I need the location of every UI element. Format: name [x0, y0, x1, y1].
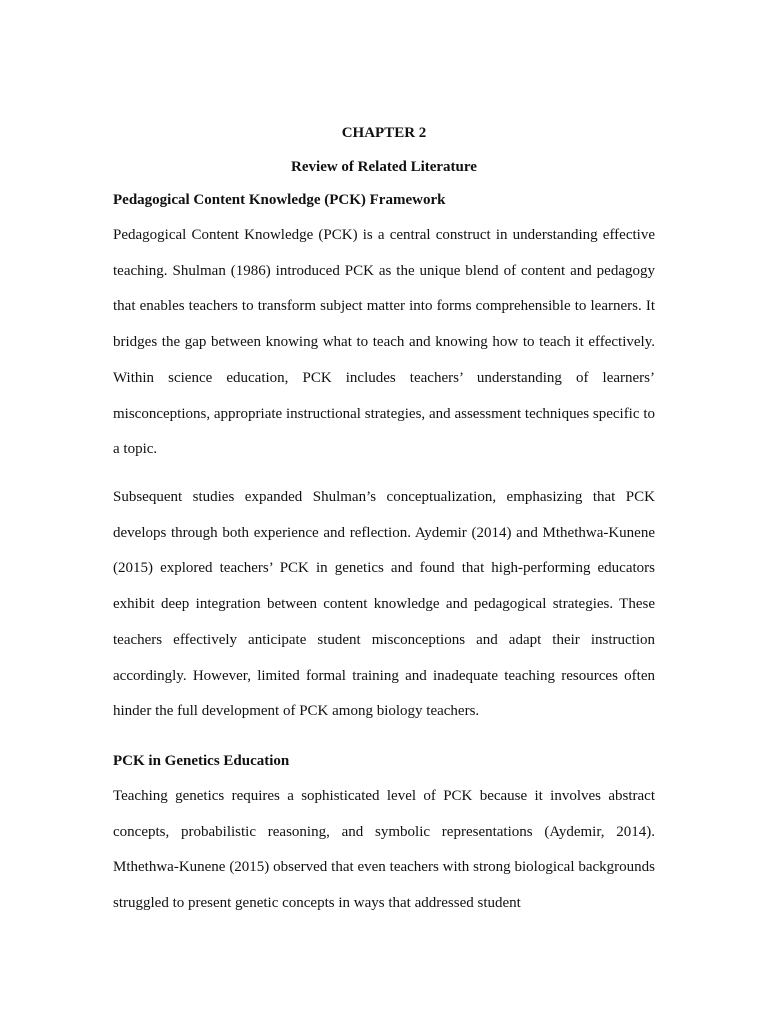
document-page	[113, 0, 655, 1024]
chapter-title: CHAPTER 2	[341, 125, 427, 141]
section-heading-pck-genetics: PCK in Genetics Education	[113, 753, 290, 769]
paragraph: Pedagogical Content Knowledge (PCK) is a central construct in understanding effective teaching. Shulman (1986) introduced PCK as the unique blend of content and pedagogy that enables teachers to transform subject matter into forms comprehensible to learners. It bridges the gap between knowing what to teach and knowing how to teach it effectively. Within science education, PCK includes teachers’ understanding of learners’ misconceptions, appropriate instructional strategies, and assessment techniques specific to a topic.	[113, 227, 655, 458]
paragraph: Subsequent studies expanded Shulman’s conceptualization, emphasizing that PCK develops through both experience and reflection. Aydemir (2014) and Mthethwa-Kunene (2015) explored teachers’ PCK in genetics and found that high-performing educators exhibit deep integration between content knowledge and pedagogical strategies. These teachers effectively anticipate student misconceptions and adapt their instruction accordingly. However, limited formal training and inadequate teaching resources often hinder the full development of PCK among biology teachers.	[113, 489, 655, 720]
section-heading-pck-framework: Pedagogical Content Knowledge (PCK) Framework	[113, 192, 446, 208]
chapter-subtitle: Review of Related Literature	[291, 159, 477, 175]
paragraph: Teaching genetics requires a sophisticated level of PCK because it involves abstract concepts, probabilistic reasoning, and symbolic representations (Aydemir, 2014). Mthethwa-Kunene (2015) observed that even teachers with strong biological backgrounds struggled to present genetic concepts in ways that addressed student	[113, 788, 655, 912]
